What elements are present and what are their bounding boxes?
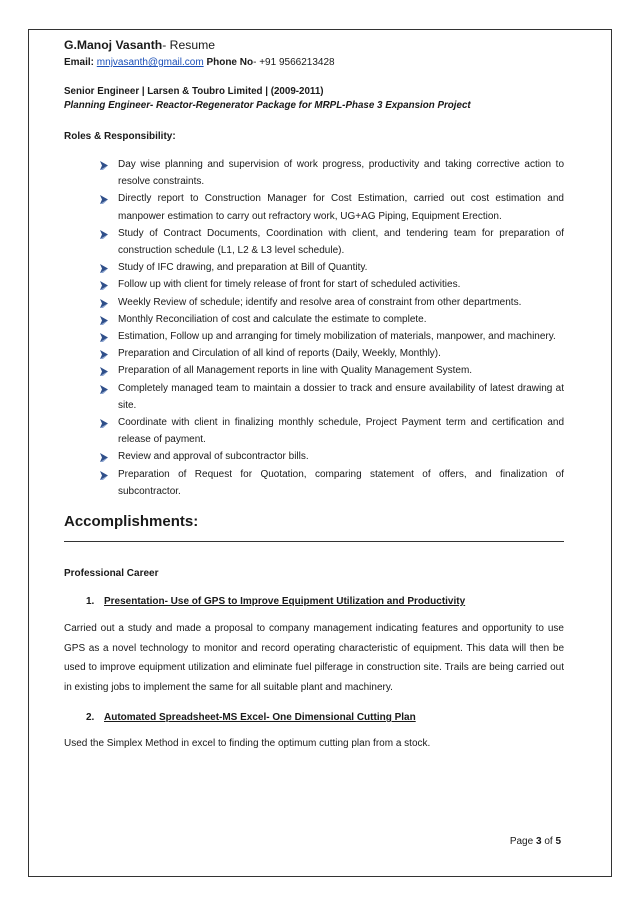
arrow-bullet-icon (100, 383, 108, 392)
job-title: Senior Engineer | Larsen & Toubro Limited | (2009-2011) (64, 86, 324, 97)
role-item-text: Completely managed team to maintain a dossier to track and ensure availability of latest drawing at site. (118, 382, 564, 411)
contact-line (64, 56, 564, 70)
role-item-text: Directly report to Construction Manager for Cost Estimation, carried out cost estimation and manpower estimation to carry out refractory work, UG+AG Piping, Equipment Erection. (118, 193, 564, 222)
project-title: Planning Engineer- Reactor-Regenerator Package for MRPL-Phase 3 Expansion Project (64, 100, 471, 111)
role-item-text: Follow up with client for timely release of front for start of scheduled activities. (118, 279, 461, 291)
arrow-bullet-icon (100, 262, 108, 271)
resume-header (64, 38, 564, 53)
role-item-text: Day wise planning and supervision of work progress, productivity and taking corrective action to resolve constraints. (118, 159, 564, 188)
arrow-bullet-icon (100, 314, 108, 323)
role-item (64, 156, 564, 190)
section-divider (64, 541, 564, 542)
role-item (64, 190, 564, 224)
role-item (64, 276, 564, 293)
role-item (64, 362, 564, 379)
of-word: of (544, 836, 553, 847)
roles-list (64, 156, 564, 500)
role-item-text: Weekly Review of schedule; identify and resolve area of constraint from other departments. (118, 296, 522, 308)
role-item (64, 294, 564, 311)
arrow-bullet-icon (100, 417, 108, 426)
page-word: Page (509, 836, 534, 847)
role-item (64, 259, 564, 276)
role-item-text: Study of IFC drawing, and preparation at Bill of Quantity. (118, 262, 368, 274)
role-item-text: Preparation of Request for Quotation, comparing statement of offers, and finalization of subcontractor. (118, 468, 564, 497)
role-item (64, 448, 564, 465)
arrow-bullet-icon (100, 469, 108, 478)
arrow-bullet-icon (100, 228, 108, 237)
role-item (64, 311, 564, 328)
accomplishment-1-title: Presentation- Use of GPS to Improve Equipment Utilization and Productivity (104, 596, 466, 608)
role-item (64, 225, 564, 259)
accomplishment-2-title: Automated Spreadsheet-MS Excel- One Dimensional Cutting Plan (104, 712, 416, 724)
accomplishment-1-number: 1. (86, 596, 95, 608)
accomplishment-2-heading (64, 711, 564, 725)
resume-page (28, 29, 612, 877)
role-item-text: Preparation of all Management reports in line with Quality Management System. (118, 365, 473, 377)
professional-career-heading: Professional Career (64, 568, 159, 580)
email-link[interactable]: mnjvasanth@gmail.com (96, 57, 204, 68)
arrow-bullet-icon (100, 348, 108, 357)
role-item (64, 328, 564, 345)
role-item (64, 466, 564, 500)
arrow-bullet-icon (100, 159, 108, 168)
role-item (64, 414, 564, 448)
page-content (64, 38, 564, 751)
phone-label: Phone No (206, 57, 254, 68)
role-item-text: Review and approval of subcontractor bills. (118, 451, 309, 463)
arrow-bullet-icon (100, 451, 108, 460)
accomplishments-heading: Accomplishments: (64, 513, 199, 531)
resume-label: - Resume (162, 38, 216, 52)
phone-number: - +91 9566213428 (253, 57, 335, 68)
accomplishment-1-text: Carried out a study and made a proposal to company management indicating features and opportunity to use GPS as a novel technology to monitor and record operating characteristic of equipment. This data will then be used to improve equipment utilization and eliminate fuel pilferage in construction site. Trails are being carried out in existing jobs to implement the same for all suitable plant and machinery. (64, 623, 564, 693)
accomplishment-2-text: Used the Simplex Method in excel to finding the optimum cutting plan from a stock. (64, 738, 431, 750)
roles-heading: Roles & Responsibility: (64, 131, 176, 142)
arrow-bullet-icon (100, 365, 108, 374)
role-item-text: Estimation, Follow up and arranging for timely mobilization of materials, manpower, and machinery. (118, 331, 556, 343)
accomplishment-1-heading (64, 595, 564, 609)
arrow-bullet-icon (100, 279, 108, 288)
role-item-text: Preparation and Circulation of all kind of reports (Daily, Weekly, Monthly). (118, 348, 441, 360)
arrow-bullet-icon (100, 193, 108, 202)
role-item-text: Study of Contract Documents, Coordination with client, and tendering team for preparation of construction schedule (L1, L2 & L3 level schedule). (118, 227, 564, 257)
page-number: 3 (535, 836, 542, 847)
role-item (64, 345, 564, 362)
accomplishment-2-number: 2. (86, 712, 95, 724)
page-footer (510, 836, 561, 847)
candidate-name: G.Manoj Vasanth (64, 38, 163, 52)
arrow-bullet-icon (100, 331, 108, 340)
arrow-bullet-icon (100, 297, 108, 306)
role-item (64, 380, 564, 414)
role-item-text: Monthly Reconciliation of cost and calculate the estimate to complete. (118, 313, 427, 325)
role-item-text: Coordinate with client in finalizing monthly schedule, Project Payment term and certification and release of payment. (118, 417, 564, 446)
page-total: 5 (555, 836, 561, 847)
email-label: Email: (64, 57, 95, 68)
